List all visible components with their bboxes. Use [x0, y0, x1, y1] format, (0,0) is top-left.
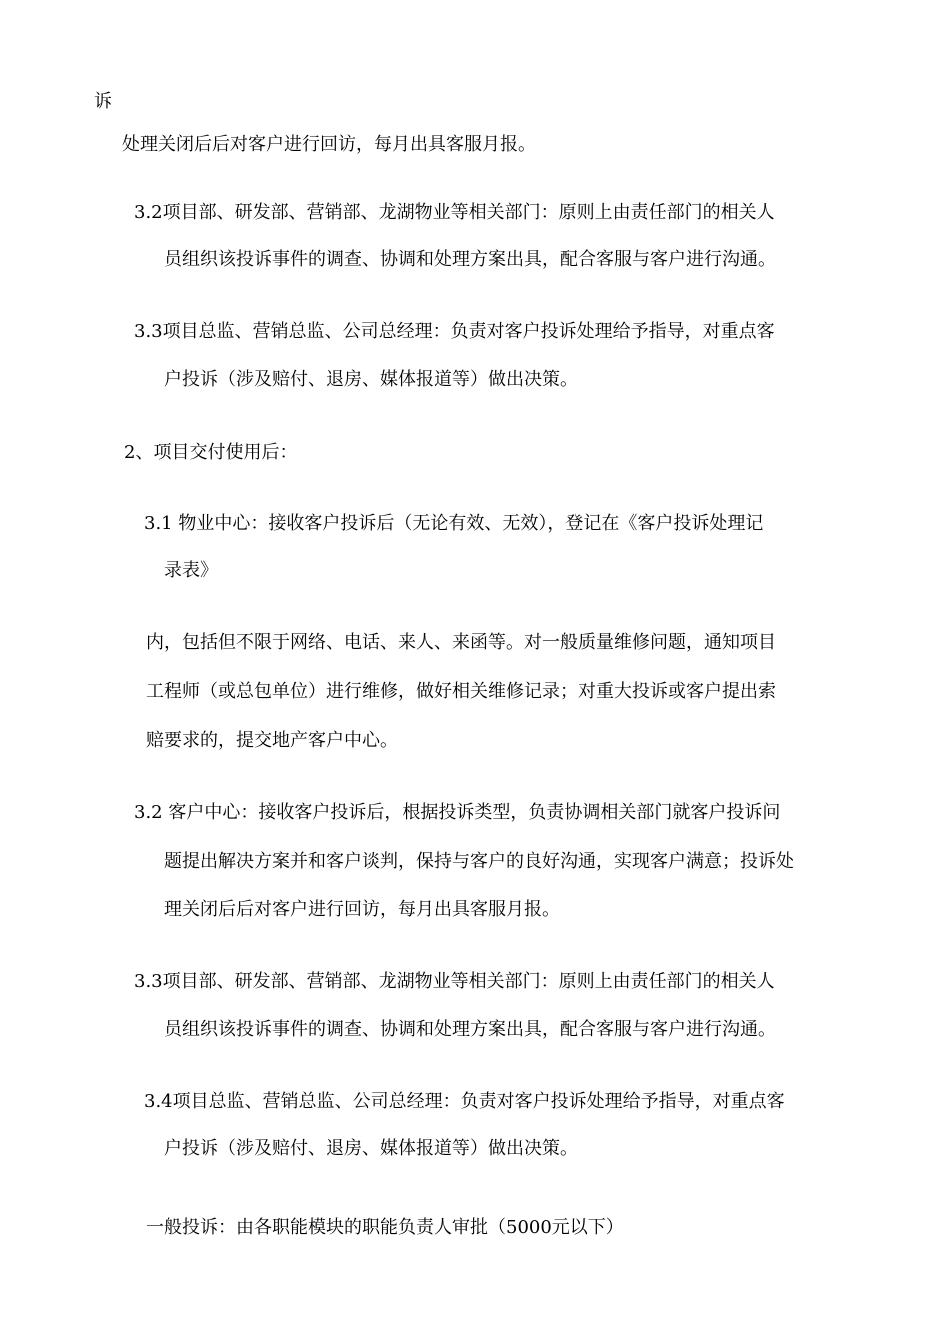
text-line: 员组织该投诉事件的调查、协调和处理方案出具，配合客服与客户进行沟通。 [164, 249, 776, 270]
text-line: 3.1 物业中心：接收客户投诉后（无论有效、无效），登记在《客户投诉处理记 [144, 513, 764, 534]
text-line: 一般投诉：由各职能模块的职能负责人审批（5000元以下） [146, 1217, 624, 1238]
text-line: 内，包括但不限于网络、电话、来人、来函等。对一般质量维修问题，通知项目 [146, 632, 776, 653]
text-line: 3.3项目总监、营销总监、公司总经理：负责对客户投诉处理给予指导，对重点客 [134, 321, 775, 342]
text-line: 2、项目交付使用后： [124, 442, 298, 463]
text-line: 户投诉（涉及赔付、退房、媒体报道等）做出决策。 [164, 1138, 578, 1159]
text-line: 诉 [94, 91, 112, 112]
text-line: 3.4项目总监、营销总监、公司总经理：负责对客户投诉处理给予指导，对重点客 [144, 1091, 785, 1112]
text-line: 处理关闭后后对客户进行回访，每月出具客服月报。 [122, 134, 536, 155]
text-line: 员组织该投诉事件的调查、协调和处理方案出具，配合客服与客户进行沟通。 [164, 1019, 776, 1040]
text-line: 3.3项目部、研发部、营销部、龙湖物业等相关部门：原则上由责任部门的相关人 [134, 971, 775, 992]
text-line: 3.2项目部、研发部、营销部、龙湖物业等相关部门：原则上由责任部门的相关人 [134, 202, 775, 223]
text-line: 录表》 [164, 560, 218, 581]
text-line: 户投诉（涉及赔付、退房、媒体报道等）做出决策。 [164, 369, 578, 390]
text-line: 3.2 客户中心：接收客户投诉后，根据投诉类型，负责协调相关部门就客户投诉问 [134, 802, 781, 823]
text-line: 理关闭后后对客户进行回访，每月出具客服月报。 [164, 899, 560, 920]
text-line: 题提出解决方案并和客户谈判，保持与客户的良好沟通，实现客户满意；投诉处 [164, 851, 794, 872]
text-line: 赔要求的，提交地产客户中心。 [146, 730, 398, 751]
text-line: 工程师（或总包单位）进行维修，做好相关维修记录；对重大投诉或客户提出索 [146, 681, 776, 702]
